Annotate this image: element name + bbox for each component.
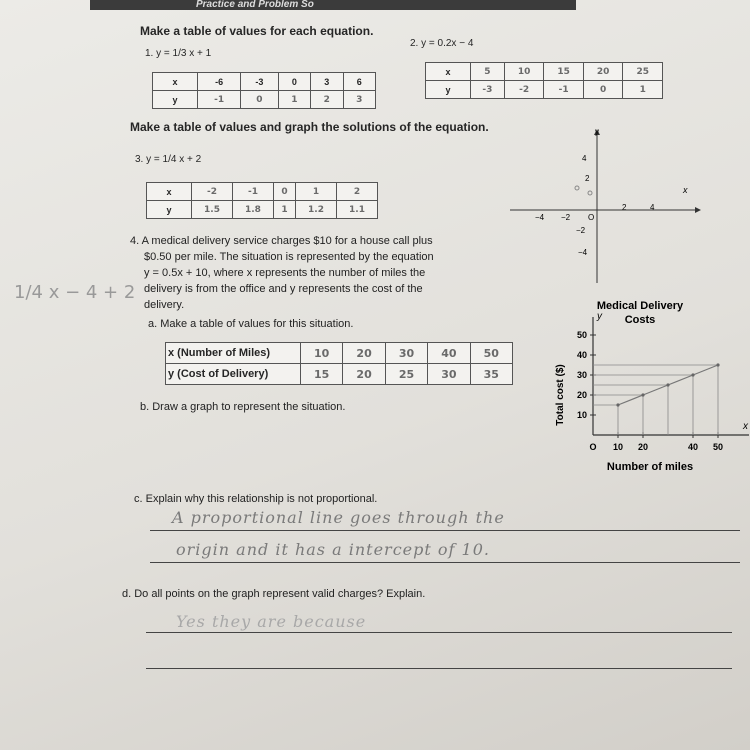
p3-table [146, 182, 378, 219]
p1-y-cell: 1 [278, 91, 310, 109]
p3-y-cell: 1.1 [336, 201, 377, 219]
p1-y-cell: 0 [241, 91, 278, 109]
p3-x-cell: -2 [192, 183, 233, 201]
p4-x-cell: 50 [470, 343, 512, 364]
answer-rule [150, 562, 740, 563]
p3-x-cell: 2 [336, 183, 377, 201]
p3-y-tick: 4 [582, 154, 587, 163]
chart-y-tick-label: 50 [576, 330, 587, 340]
margin-note: 1/4 x − 4 + 2 [14, 282, 136, 303]
chart-title-line: Medical Delivery [596, 300, 684, 312]
chart-x-tick-label: O [589, 442, 597, 452]
page-header: Practice and Problem So [90, 0, 576, 10]
p3-x-arrow [695, 207, 701, 213]
p2-equation: 2. y = 0.2x − 4 [410, 38, 474, 49]
p3-equation: 3. y = 1/4 x + 2 [135, 154, 202, 165]
p1-equation: 1. y = 1/3 x + 1 [145, 48, 212, 59]
section2-heading: Make a table of values and graph the solutions of the equation. [130, 120, 489, 134]
p3-plotted-point [588, 191, 592, 195]
p4-table [165, 342, 513, 385]
p3-x-label: x [147, 183, 192, 201]
answer-rule [150, 530, 740, 531]
p1-x-cell: 6 [343, 73, 375, 91]
p4-y-label: y (Cost of Delivery) [166, 364, 301, 385]
chart-y-tick-label: 10 [576, 410, 587, 420]
p3-y-tick: −4 [578, 248, 588, 257]
p3-x-tick: −4 [535, 213, 545, 222]
p3-plotted-point [575, 186, 579, 190]
section1-heading: Make a table of values for each equation. [140, 24, 374, 38]
chart-x-tick-label: 20 [637, 442, 649, 452]
p3-x-cell: 0 [273, 183, 295, 201]
p1-x-cell: -3 [241, 73, 278, 91]
p2-y-label: y [426, 81, 471, 99]
p2-y-cell: 0 [583, 81, 623, 99]
p1-x-cell: 0 [278, 73, 310, 91]
p4-y-cell: 20 [343, 364, 385, 385]
p1-table [152, 72, 376, 109]
answer-rule [146, 632, 732, 633]
p2-x-label: x [426, 63, 471, 81]
p4-x-cell: 20 [343, 343, 385, 364]
p4-x-cell: 10 [301, 343, 343, 364]
p3-x-tick: −2 [561, 213, 571, 222]
p4-y-cell: 15 [301, 364, 343, 385]
answer-c-line: A proportional line goes through the [172, 508, 505, 527]
p3-x-cell: 1 [296, 183, 337, 201]
chart-y-tick-label: 30 [576, 370, 587, 380]
p3-y-cell: 1.8 [232, 201, 273, 219]
p2-x-cell: 5 [471, 63, 505, 81]
chart-y-tick-label: 20 [576, 390, 587, 400]
answer-c-line: origin and it has a intercept of 10. [176, 540, 490, 559]
problem4-line: 4. A medical delivery service charges $10 for a house call plus [130, 235, 433, 247]
p3-y-cell: 1 [273, 201, 295, 219]
p2-y-cell: -2 [504, 81, 544, 99]
p1-x-label: x [153, 73, 198, 91]
p4-y-cell: 25 [385, 364, 427, 385]
chart-x-tick-label: 10 [612, 442, 624, 452]
chart-x-tick-label: 50 [712, 442, 724, 452]
p2-x-cell: 10 [504, 63, 544, 81]
p2-y-cell: -3 [471, 81, 505, 99]
problem4-text [130, 233, 434, 313]
p1-y-cell: -1 [198, 91, 241, 109]
p4-x-label: x (Number of Miles) [166, 343, 301, 364]
chart-y-label: Total cost ($) [555, 364, 566, 426]
chart-y-tick-label: 40 [576, 350, 587, 360]
p3-x-tick: 4 [650, 203, 655, 212]
chart-point [616, 403, 619, 406]
p2-x-cell: 20 [583, 63, 623, 81]
medical-delivery-chart [545, 295, 748, 475]
chart-title-line: Costs [624, 314, 656, 326]
chart-point [666, 383, 669, 386]
p3-x-tick: 2 [622, 203, 627, 212]
p2-x-cell: 25 [623, 63, 663, 81]
answer-rule [146, 668, 732, 669]
p4-x-cell: 40 [428, 343, 470, 364]
problem4-line: y = 0.5x + 10, where x represents the number of miles the [144, 267, 426, 279]
p2-y-cell: -1 [544, 81, 584, 99]
p3-coordinate-plane [505, 125, 705, 285]
p1-x-cell: 3 [311, 73, 343, 91]
p2-table [425, 62, 663, 99]
chart-point [641, 393, 644, 396]
p2-x-cell: 15 [544, 63, 584, 81]
p2-y-cell: 1 [623, 81, 663, 99]
problem4-line: delivery. [144, 299, 185, 311]
problem4-line: delivery is from the office and y represents the cost of the [144, 283, 423, 295]
p3-y-label: y [147, 201, 192, 219]
p1-x-cell: -6 [198, 73, 241, 91]
p3-y-cell: 1.5 [192, 201, 233, 219]
p3-x-cell: -1 [232, 183, 273, 201]
p1-y-cell: 3 [343, 91, 375, 109]
p4-x-cell: 30 [385, 343, 427, 364]
answer-d-line: Yes they are because [176, 612, 367, 631]
p3-y-letter: y [595, 127, 599, 136]
chart-y-axis-letter: y [597, 311, 602, 322]
problem4-line: $0.50 per mile. The situation is represented by the equation [144, 251, 434, 263]
p4-y-cell: 35 [470, 364, 512, 385]
chart-x-tick-label: 40 [687, 442, 699, 452]
p4-y-cell: 30 [428, 364, 470, 385]
p3-y-cell: 1.2 [296, 201, 337, 219]
chart-x-axis-letter: x [743, 421, 748, 432]
p1-y-cell: 2 [311, 91, 343, 109]
part-c-label: c. Explain why this relationship is not proportional. [134, 493, 378, 505]
part-d-label: d. Do all points on the graph represent valid charges? Explain. [122, 588, 426, 600]
part-a-label: a. Make a table of values for this situation. [148, 318, 354, 330]
p3-x-letter: x [683, 185, 688, 195]
chart-x-label: Number of miles [606, 461, 694, 473]
p3-y-tick: −2 [576, 226, 586, 235]
p1-y-label: y [153, 91, 198, 109]
part-b-label: b. Draw a graph to represent the situation. [140, 401, 346, 413]
p3-x-tick: O [588, 213, 595, 222]
chart-point [716, 363, 719, 366]
chart-point [691, 373, 694, 376]
p3-y-tick: 2 [585, 174, 590, 183]
